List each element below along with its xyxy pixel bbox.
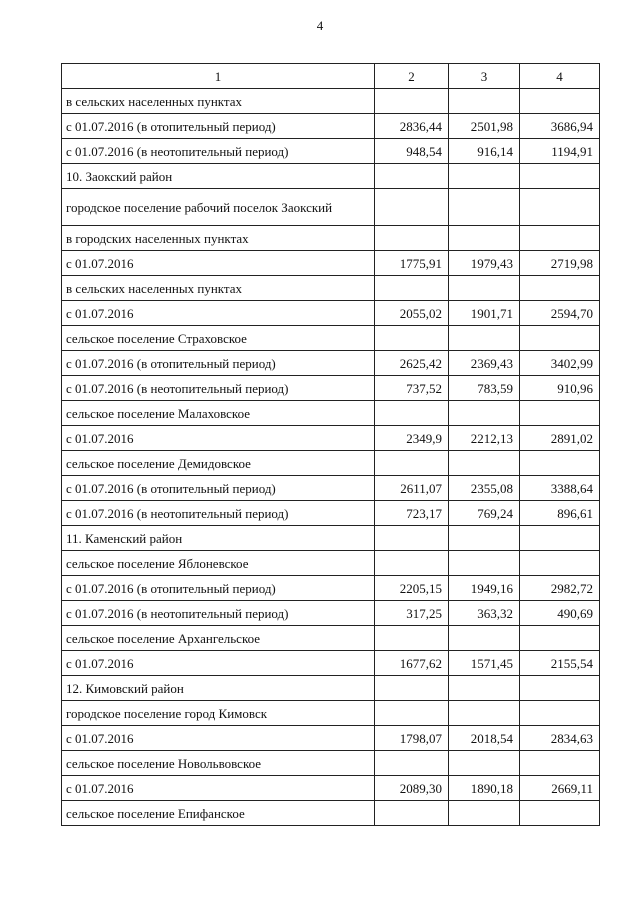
row-label-cell: городское поселение город Кимовск xyxy=(62,701,375,726)
value-cell-col4 xyxy=(520,626,600,651)
table-row xyxy=(62,251,600,276)
table-row xyxy=(62,164,600,189)
row-label-cell: 11. Каменский район xyxy=(62,526,375,551)
table-row xyxy=(62,89,600,114)
value-cell-col2: 2349,9 xyxy=(375,426,449,451)
value-cell-col2: 948,54 xyxy=(375,139,449,164)
table-row xyxy=(62,301,600,326)
value-cell-col3 xyxy=(449,189,520,226)
value-cell-col4 xyxy=(520,164,600,189)
row-label-cell: с 01.07.2016 (в неотопительный период) xyxy=(62,376,375,401)
value-cell-col3 xyxy=(449,551,520,576)
value-cell-col4 xyxy=(520,89,600,114)
value-cell-col2 xyxy=(375,189,449,226)
value-cell-col3: 2369,43 xyxy=(449,351,520,376)
table-row xyxy=(62,726,600,751)
value-cell-col3: 2501,98 xyxy=(449,114,520,139)
value-cell-col2 xyxy=(375,89,449,114)
value-cell-col3 xyxy=(449,401,520,426)
table-row xyxy=(62,401,600,426)
table-row xyxy=(62,601,600,626)
value-cell-col2 xyxy=(375,551,449,576)
table-header-row xyxy=(62,64,600,89)
value-cell-col2 xyxy=(375,526,449,551)
row-label-cell: с 01.07.2016 xyxy=(62,726,375,751)
value-cell-col2: 1775,91 xyxy=(375,251,449,276)
value-cell-col3: 1979,43 xyxy=(449,251,520,276)
table-row xyxy=(62,351,600,376)
value-cell-col4: 2719,98 xyxy=(520,251,600,276)
value-cell-col4: 896,61 xyxy=(520,501,600,526)
tariff-table xyxy=(61,63,600,826)
row-label-cell: 10. Заокский район xyxy=(62,164,375,189)
value-cell-col3: 769,24 xyxy=(449,501,520,526)
value-cell-col4 xyxy=(520,701,600,726)
value-cell-col2 xyxy=(375,326,449,351)
value-cell-col4 xyxy=(520,751,600,776)
value-cell-col4 xyxy=(520,189,600,226)
value-cell-col4: 2834,63 xyxy=(520,726,600,751)
value-cell-col4 xyxy=(520,326,600,351)
value-cell-col2 xyxy=(375,401,449,426)
value-cell-col2 xyxy=(375,801,449,826)
value-cell-col3: 2355,08 xyxy=(449,476,520,501)
value-cell-col2: 2836,44 xyxy=(375,114,449,139)
value-cell-col3 xyxy=(449,626,520,651)
page-number: 4 xyxy=(316,18,324,33)
row-label-cell: сельское поселение Демидовское xyxy=(62,451,375,476)
table-row xyxy=(62,226,600,251)
value-cell-col3 xyxy=(449,676,520,701)
table-row xyxy=(62,751,600,776)
row-label-cell: с 01.07.2016 xyxy=(62,651,375,676)
value-cell-col2: 2205,15 xyxy=(375,576,449,601)
value-cell-col4 xyxy=(520,451,600,476)
value-cell-col2: 737,52 xyxy=(375,376,449,401)
value-cell-col3 xyxy=(449,801,520,826)
value-cell-col2 xyxy=(375,164,449,189)
value-cell-col3 xyxy=(449,701,520,726)
row-label-cell: сельское поселение Яблоневское xyxy=(62,551,375,576)
table-row xyxy=(62,776,600,801)
row-label-cell: с 01.07.2016 (в отопительный период) xyxy=(62,114,375,139)
table-row xyxy=(62,701,600,726)
row-label-cell: с 01.07.2016 (в отопительный период) xyxy=(62,476,375,501)
value-cell-col4 xyxy=(520,551,600,576)
table-row xyxy=(62,189,600,226)
value-cell-col4 xyxy=(520,226,600,251)
table-row xyxy=(62,476,600,501)
value-cell-col4 xyxy=(520,676,600,701)
table-row xyxy=(62,526,600,551)
row-label-cell: в сельских населенных пунктах xyxy=(62,89,375,114)
value-cell-col3: 783,59 xyxy=(449,376,520,401)
table-row xyxy=(62,114,600,139)
value-cell-col2 xyxy=(375,751,449,776)
value-cell-col3: 2212,13 xyxy=(449,426,520,451)
row-label-cell: сельское поселение Епифанское xyxy=(62,801,375,826)
value-cell-col2: 2611,07 xyxy=(375,476,449,501)
value-cell-col3 xyxy=(449,326,520,351)
value-cell-col4: 2669,11 xyxy=(520,776,600,801)
value-cell-col4: 3686,94 xyxy=(520,114,600,139)
value-cell-col2 xyxy=(375,626,449,651)
value-cell-col3 xyxy=(449,226,520,251)
value-cell-col2: 1798,07 xyxy=(375,726,449,751)
row-label-cell: сельское поселение Новольвовское xyxy=(62,751,375,776)
row-label-cell: в городских населенных пунктах xyxy=(62,226,375,251)
table-row xyxy=(62,676,600,701)
value-cell-col3 xyxy=(449,751,520,776)
table-row xyxy=(62,551,600,576)
table-row xyxy=(62,276,600,301)
value-cell-col4: 910,96 xyxy=(520,376,600,401)
row-label-cell: с 01.07.2016 (в неотопительный период) xyxy=(62,501,375,526)
value-cell-col2: 2089,30 xyxy=(375,776,449,801)
value-cell-col4 xyxy=(520,401,600,426)
row-label-cell: с 01.07.2016 xyxy=(62,426,375,451)
row-label-cell: городское поселение рабочий поселок Заокский xyxy=(62,189,375,226)
value-cell-col4: 2594,70 xyxy=(520,301,600,326)
value-cell-col3 xyxy=(449,451,520,476)
value-cell-col4: 3388,64 xyxy=(520,476,600,501)
table-row xyxy=(62,576,600,601)
row-label-cell: с 01.07.2016 (в неотопительный период) xyxy=(62,601,375,626)
value-cell-col3: 363,32 xyxy=(449,601,520,626)
table-row xyxy=(62,451,600,476)
value-cell-col4 xyxy=(520,526,600,551)
row-label-cell: сельское поселение Архангельское xyxy=(62,626,375,651)
value-cell-col2 xyxy=(375,276,449,301)
table-row xyxy=(62,626,600,651)
row-label-cell: сельское поселение Страховское xyxy=(62,326,375,351)
value-cell-col3: 1949,16 xyxy=(449,576,520,601)
table-row xyxy=(62,376,600,401)
value-cell-col4: 2982,72 xyxy=(520,576,600,601)
value-cell-col4: 1194,91 xyxy=(520,139,600,164)
row-label-cell: с 01.07.2016 (в неотопительный период) xyxy=(62,139,375,164)
value-cell-col3: 1571,45 xyxy=(449,651,520,676)
value-cell-col4: 490,69 xyxy=(520,601,600,626)
table-row xyxy=(62,801,600,826)
row-label-cell: с 01.07.2016 xyxy=(62,301,375,326)
value-cell-col2 xyxy=(375,676,449,701)
table-row xyxy=(62,139,600,164)
row-label-cell: 12. Кимовский район xyxy=(62,676,375,701)
value-cell-col2: 723,17 xyxy=(375,501,449,526)
value-cell-col3 xyxy=(449,89,520,114)
row-label-cell: с 01.07.2016 xyxy=(62,776,375,801)
row-label-cell: с 01.07.2016 (в отопительный период) xyxy=(62,576,375,601)
header-cell: 4 xyxy=(520,64,600,89)
table-row xyxy=(62,326,600,351)
row-label-cell: сельское поселение Малаховское xyxy=(62,401,375,426)
value-cell-col2: 317,25 xyxy=(375,601,449,626)
value-cell-col3 xyxy=(449,164,520,189)
value-cell-col3: 1901,71 xyxy=(449,301,520,326)
value-cell-col2: 2055,02 xyxy=(375,301,449,326)
value-cell-col2 xyxy=(375,226,449,251)
header-cell: 2 xyxy=(375,64,449,89)
value-cell-col2: 2625,42 xyxy=(375,351,449,376)
row-label-cell: в сельских населенных пунктах xyxy=(62,276,375,301)
value-cell-col2: 1677,62 xyxy=(375,651,449,676)
value-cell-col2 xyxy=(375,451,449,476)
value-cell-col4 xyxy=(520,801,600,826)
table-row xyxy=(62,501,600,526)
table-row xyxy=(62,651,600,676)
row-label-cell: с 01.07.2016 xyxy=(62,251,375,276)
value-cell-col2 xyxy=(375,701,449,726)
row-label-cell: с 01.07.2016 (в отопительный период) xyxy=(62,351,375,376)
header-cell: 3 xyxy=(449,64,520,89)
table-row xyxy=(62,426,600,451)
value-cell-col4: 2155,54 xyxy=(520,651,600,676)
value-cell-col3 xyxy=(449,276,520,301)
value-cell-col3: 916,14 xyxy=(449,139,520,164)
value-cell-col3 xyxy=(449,526,520,551)
header-cell: 1 xyxy=(62,64,375,89)
value-cell-col3: 2018,54 xyxy=(449,726,520,751)
value-cell-col4: 2891,02 xyxy=(520,426,600,451)
value-cell-col4 xyxy=(520,276,600,301)
value-cell-col4: 3402,99 xyxy=(520,351,600,376)
value-cell-col3: 1890,18 xyxy=(449,776,520,801)
